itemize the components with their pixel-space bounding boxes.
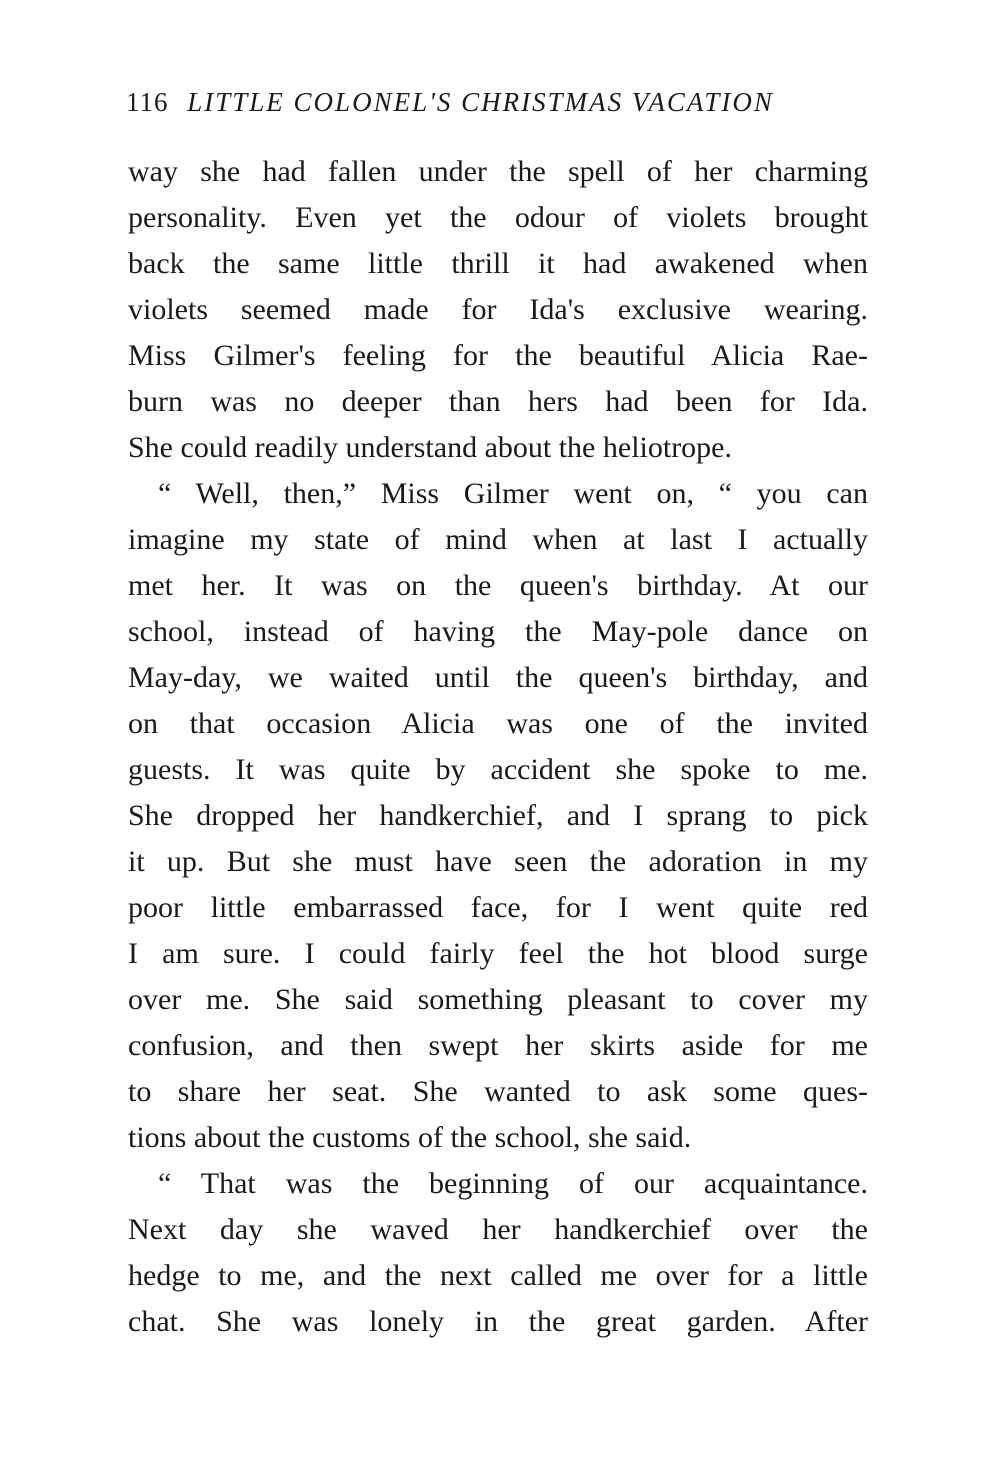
page-number: 116 [126, 87, 169, 117]
text-line: personality. Even yet the odour of violets brought [128, 201, 868, 234]
text-line: way she had fallen under the spell of her charming [128, 155, 868, 188]
text-line: Miss Gilmer's feeling for the beautiful Alicia Rae- [128, 339, 868, 372]
text-line: violets seemed made for Ida's exclusive wearing. [128, 293, 868, 326]
text-line: burn was no deeper than hers had been for Ida. [128, 385, 868, 418]
body-text [128, 149, 868, 1345]
text-line: hedge to me, and the next called me over for a little [128, 1259, 868, 1292]
text-line: met her. It was on the queen's birthday. At our [128, 569, 868, 602]
paragraph-start-line: “ Well, then,” Miss Gilmer went on, “ you can [158, 477, 868, 510]
text-line: imagine my state of mind when at last I actually [128, 523, 868, 556]
text-line: I am sure. I could fairly feel the hot blood surge [128, 937, 868, 970]
text-line: to share her seat. She wanted to ask some ques- [128, 1075, 868, 1108]
text-line: chat. She was lonely in the great garden. After [128, 1305, 868, 1338]
text-line: school, instead of having the May-pole dance on [128, 615, 868, 648]
text-line: poor little embarrassed face, for I went quite red [128, 891, 868, 924]
text-line: guests. It was quite by accident she spoke to me. [128, 753, 868, 786]
paragraph-start-line: “ That was the beginning of our acquaintance. [158, 1167, 868, 1200]
text-line: Next day she waved her handkerchief over the [128, 1213, 868, 1246]
text-line: back the same little thrill it had awakened when [128, 247, 868, 280]
text-line: it up. But she must have seen the adoration in my [128, 845, 868, 878]
text-line: over me. She said something pleasant to cover my [128, 983, 868, 1016]
running-title: LITTLE COLONEL'S CHRISTMAS VACATION [187, 87, 774, 117]
text-line: She could readily understand about the heliotrope. [128, 431, 732, 464]
running-head [126, 80, 866, 124]
text-line: tions about the customs of the school, she said. [128, 1121, 692, 1154]
text-line: She dropped her handkerchief, and I sprang to pick [128, 799, 868, 832]
text-line: confusion, and then swept her skirts aside for me [128, 1029, 868, 1062]
text-line: May-day, we waited until the queen's birthday, and [128, 661, 868, 694]
text-line: on that occasion Alicia was one of the invited [128, 707, 868, 740]
